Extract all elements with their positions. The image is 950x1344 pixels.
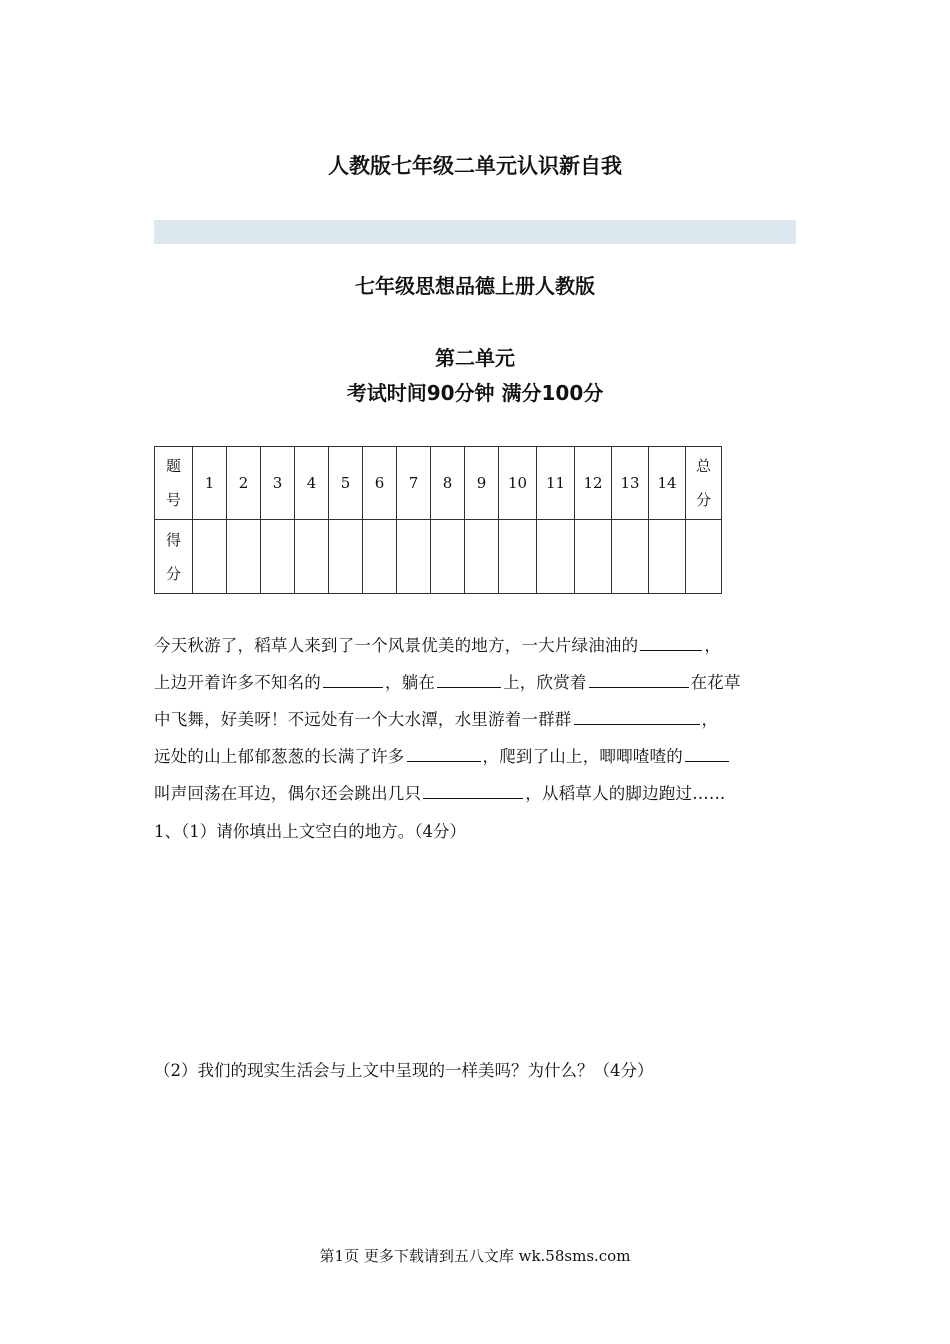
- score-cell: [649, 520, 686, 594]
- question-number-cell: 10: [499, 447, 537, 520]
- score-cell: [686, 520, 722, 594]
- passage-line: 叫声回荡在耳边，偶尔还会跳出几只 ，从稻草人的脚边跑过……: [154, 775, 804, 812]
- score-cell: [431, 520, 465, 594]
- exam-info: 考试时间90分钟 满分100分: [346, 381, 604, 405]
- question-number-cell: 11: [537, 447, 575, 520]
- score-cell: [329, 520, 363, 594]
- fill-blank[interactable]: [589, 669, 689, 688]
- question-number-cell: 9: [465, 447, 499, 520]
- score-cell: [537, 520, 575, 594]
- question-number-cell: 6: [363, 447, 397, 520]
- question-number-cell: 1: [193, 447, 227, 520]
- fill-blank[interactable]: [574, 706, 700, 725]
- score-cell: [575, 520, 612, 594]
- score-cell: [363, 520, 397, 594]
- score-cell: [261, 520, 295, 594]
- reading-passage: [154, 627, 804, 812]
- question-number-cell: 13: [612, 447, 649, 520]
- decorative-band: [154, 220, 796, 244]
- score-table: [154, 446, 722, 594]
- question-number-cell: 4: [295, 447, 329, 520]
- passage-line: 今天秋游了，稻草人来到了一个风景优美的地方，一大片绿油油的 ，: [154, 627, 804, 664]
- fill-blank[interactable]: [437, 669, 501, 688]
- document-subtitle: 七年级思想品德上册人教版: [355, 274, 595, 298]
- score-cell: [499, 520, 537, 594]
- question-number-cell: 7: [397, 447, 431, 520]
- question-number-cell: 5: [329, 447, 363, 520]
- fill-blank[interactable]: [407, 743, 481, 762]
- score-cell: [227, 520, 261, 594]
- passage-line: 上边开着许多不知名的 ，躺在 上，欣赏着 在花草: [154, 664, 804, 701]
- question-number-label: 题 号: [155, 447, 193, 520]
- score-label: 得 分: [155, 520, 193, 594]
- score-cell: [397, 520, 431, 594]
- passage-line: 中飞舞，好美呀！不远处有一个大水潭，水里游着一群群 ，: [154, 701, 804, 738]
- question-number-cell: 12: [575, 447, 612, 520]
- fill-blank[interactable]: [640, 632, 702, 651]
- question-number-row: [155, 447, 722, 520]
- question-number-cell: 8: [431, 447, 465, 520]
- fill-blank[interactable]: [423, 780, 523, 799]
- question-number-cell: 3: [261, 447, 295, 520]
- question-1: 1、（1）请你填出上文空白的地方。（4分）: [154, 822, 466, 841]
- fill-blank[interactable]: [323, 669, 383, 688]
- score-cell: [193, 520, 227, 594]
- total-label: 总 分: [686, 447, 722, 520]
- question-number-cell: 14: [649, 447, 686, 520]
- unit-heading: 第二单元: [435, 346, 515, 370]
- score-cell: [465, 520, 499, 594]
- question-number-cell: 2: [227, 447, 261, 520]
- page-footer: 第1页 更多下载请到五八文库 wk.58sms.com: [319, 1247, 631, 1265]
- question-2: （2）我们的现实生活会与上文中呈现的一样美吗？为什么？（4分）: [154, 1061, 654, 1080]
- fill-blank[interactable]: [685, 743, 729, 762]
- document-title: 人教版七年级二单元认识新自我: [328, 154, 622, 178]
- score-row: [155, 520, 722, 594]
- score-cell: [612, 520, 649, 594]
- passage-line: 远处的山上郁郁葱葱的长满了许多 ，爬到了山上，唧唧喳喳的: [154, 738, 804, 775]
- score-cell: [295, 520, 329, 594]
